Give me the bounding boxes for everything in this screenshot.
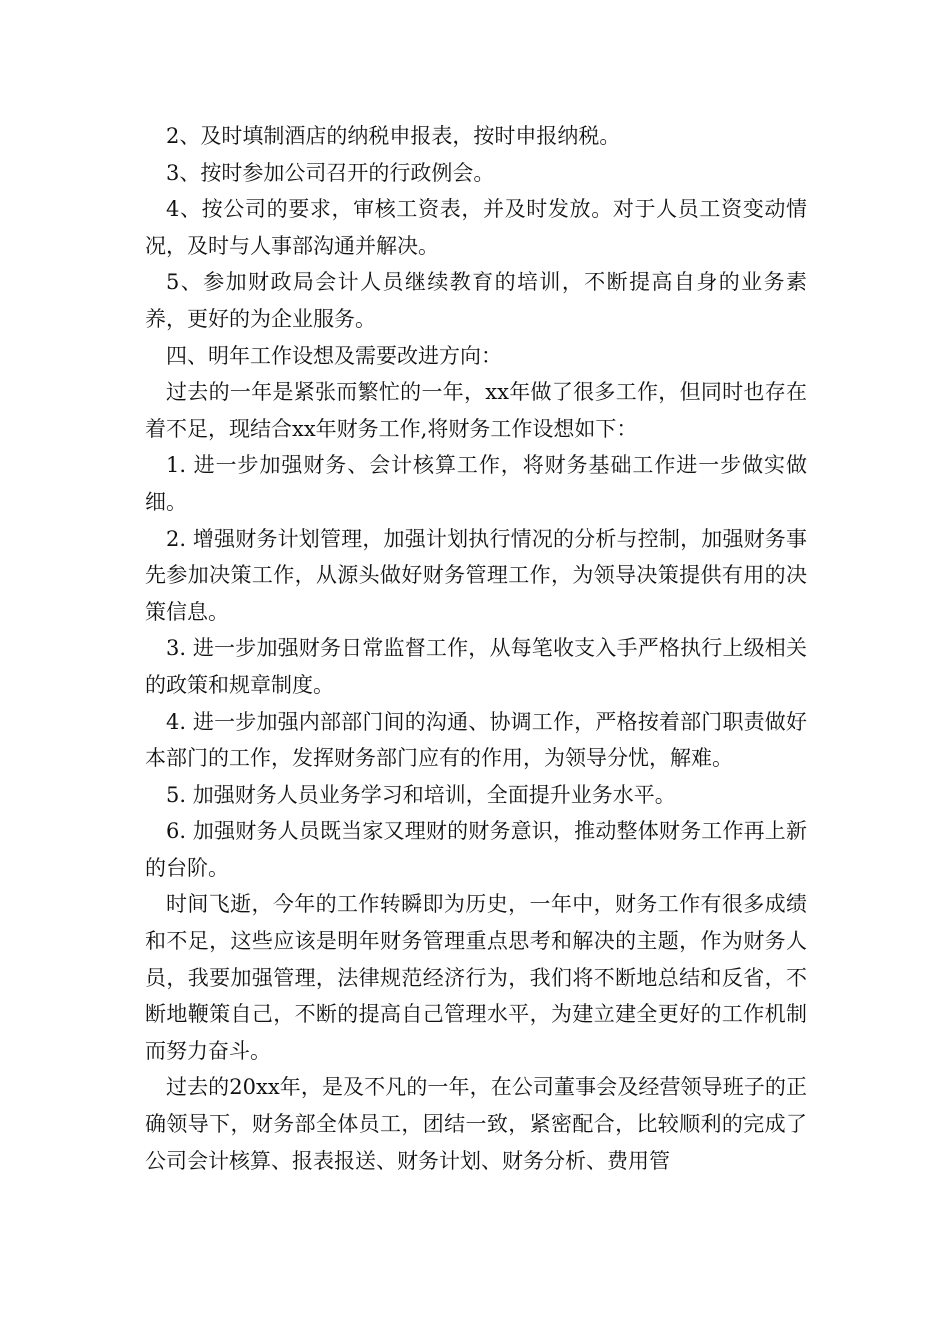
paragraph-item-4-payroll: 4、按公司的要求，审核工资表，并及时发放。对于人员工资变动情况，及时与人事部沟通并解决。 [145,197,807,258]
section-heading-next-year-plan: 四、明年工作设想及需要改进方向： [166,343,502,368]
document-page [145,118,807,1179]
paragraph-item-2-tax-filing: 2、及时填制酒店的纳税申报表，按时申报纳税。 [166,124,621,148]
plan-item-6: 6. 加强财务人员既当家又理财的财务意识，推动整体财务工作再上新的台阶。 [145,819,807,880]
plan-item-2: 2. 增强财务计划管理，加强计划执行情况的分析与控制，加强财务事先参加决策工作，从源头做好财务管理工作，为领导决策提供有用的决策信息。 [145,526,807,624]
paragraph-plan-intro: 过去的一年是紧张而繁忙的一年，xx年做了很多工作，但同时也存在着不足，现结合xx年财务工作,将财务工作设想如下： [145,380,807,441]
plan-item-5: 5. 加强财务人员业务学习和培训，全面提升业务水平。 [166,782,676,807]
paragraph-item-5-training: 5、参加财政局会计人员继续教育的培训，不断提高自身的业务素养，更好的为企业服务。 [145,270,807,331]
paragraph-year-review: 过去的20xx年，是及不凡的一年，在公司董事会及经营领导班子的正确领导下，财务部全体员工，团结一致，紧密配合，比较顺利的完成了公司会计核算、报表报送、财务计划、财务分析、费用管 [145,1075,807,1173]
paragraph-item-3-admin-meeting: 3、按时参加公司召开的行政例会。 [166,160,495,185]
plan-item-3: 3. 进一步加强财务日常监督工作，从每笔收支入手严格执行上级相关的政策和规章制度。 [145,636,807,697]
plan-item-4: 4. 进一步加强内部部门间的沟通、协调工作，严格按着部门职责做好本部门的工作，发挥财务部门应有的作用，为领导分忧，解难。 [145,709,807,771]
paragraph-conclusion: 时间飞逝，今年的工作转瞬即为历史，一年中，财务工作有很多成绩和不足，这些应该是明年财务管理重点思考和解决的主题，作为财务人员，我要加强管理，法律规范经济行为，我们将不断地总结和反省，不断地鞭策自己，不断的提高自己管理水平，为建立建全更好的工作机制而努力奋斗。 [145,892,807,1063]
plan-item-1: 1. 进一步加强财务、会计核算工作，将财务基础工作进一步做实做细。 [145,453,807,514]
